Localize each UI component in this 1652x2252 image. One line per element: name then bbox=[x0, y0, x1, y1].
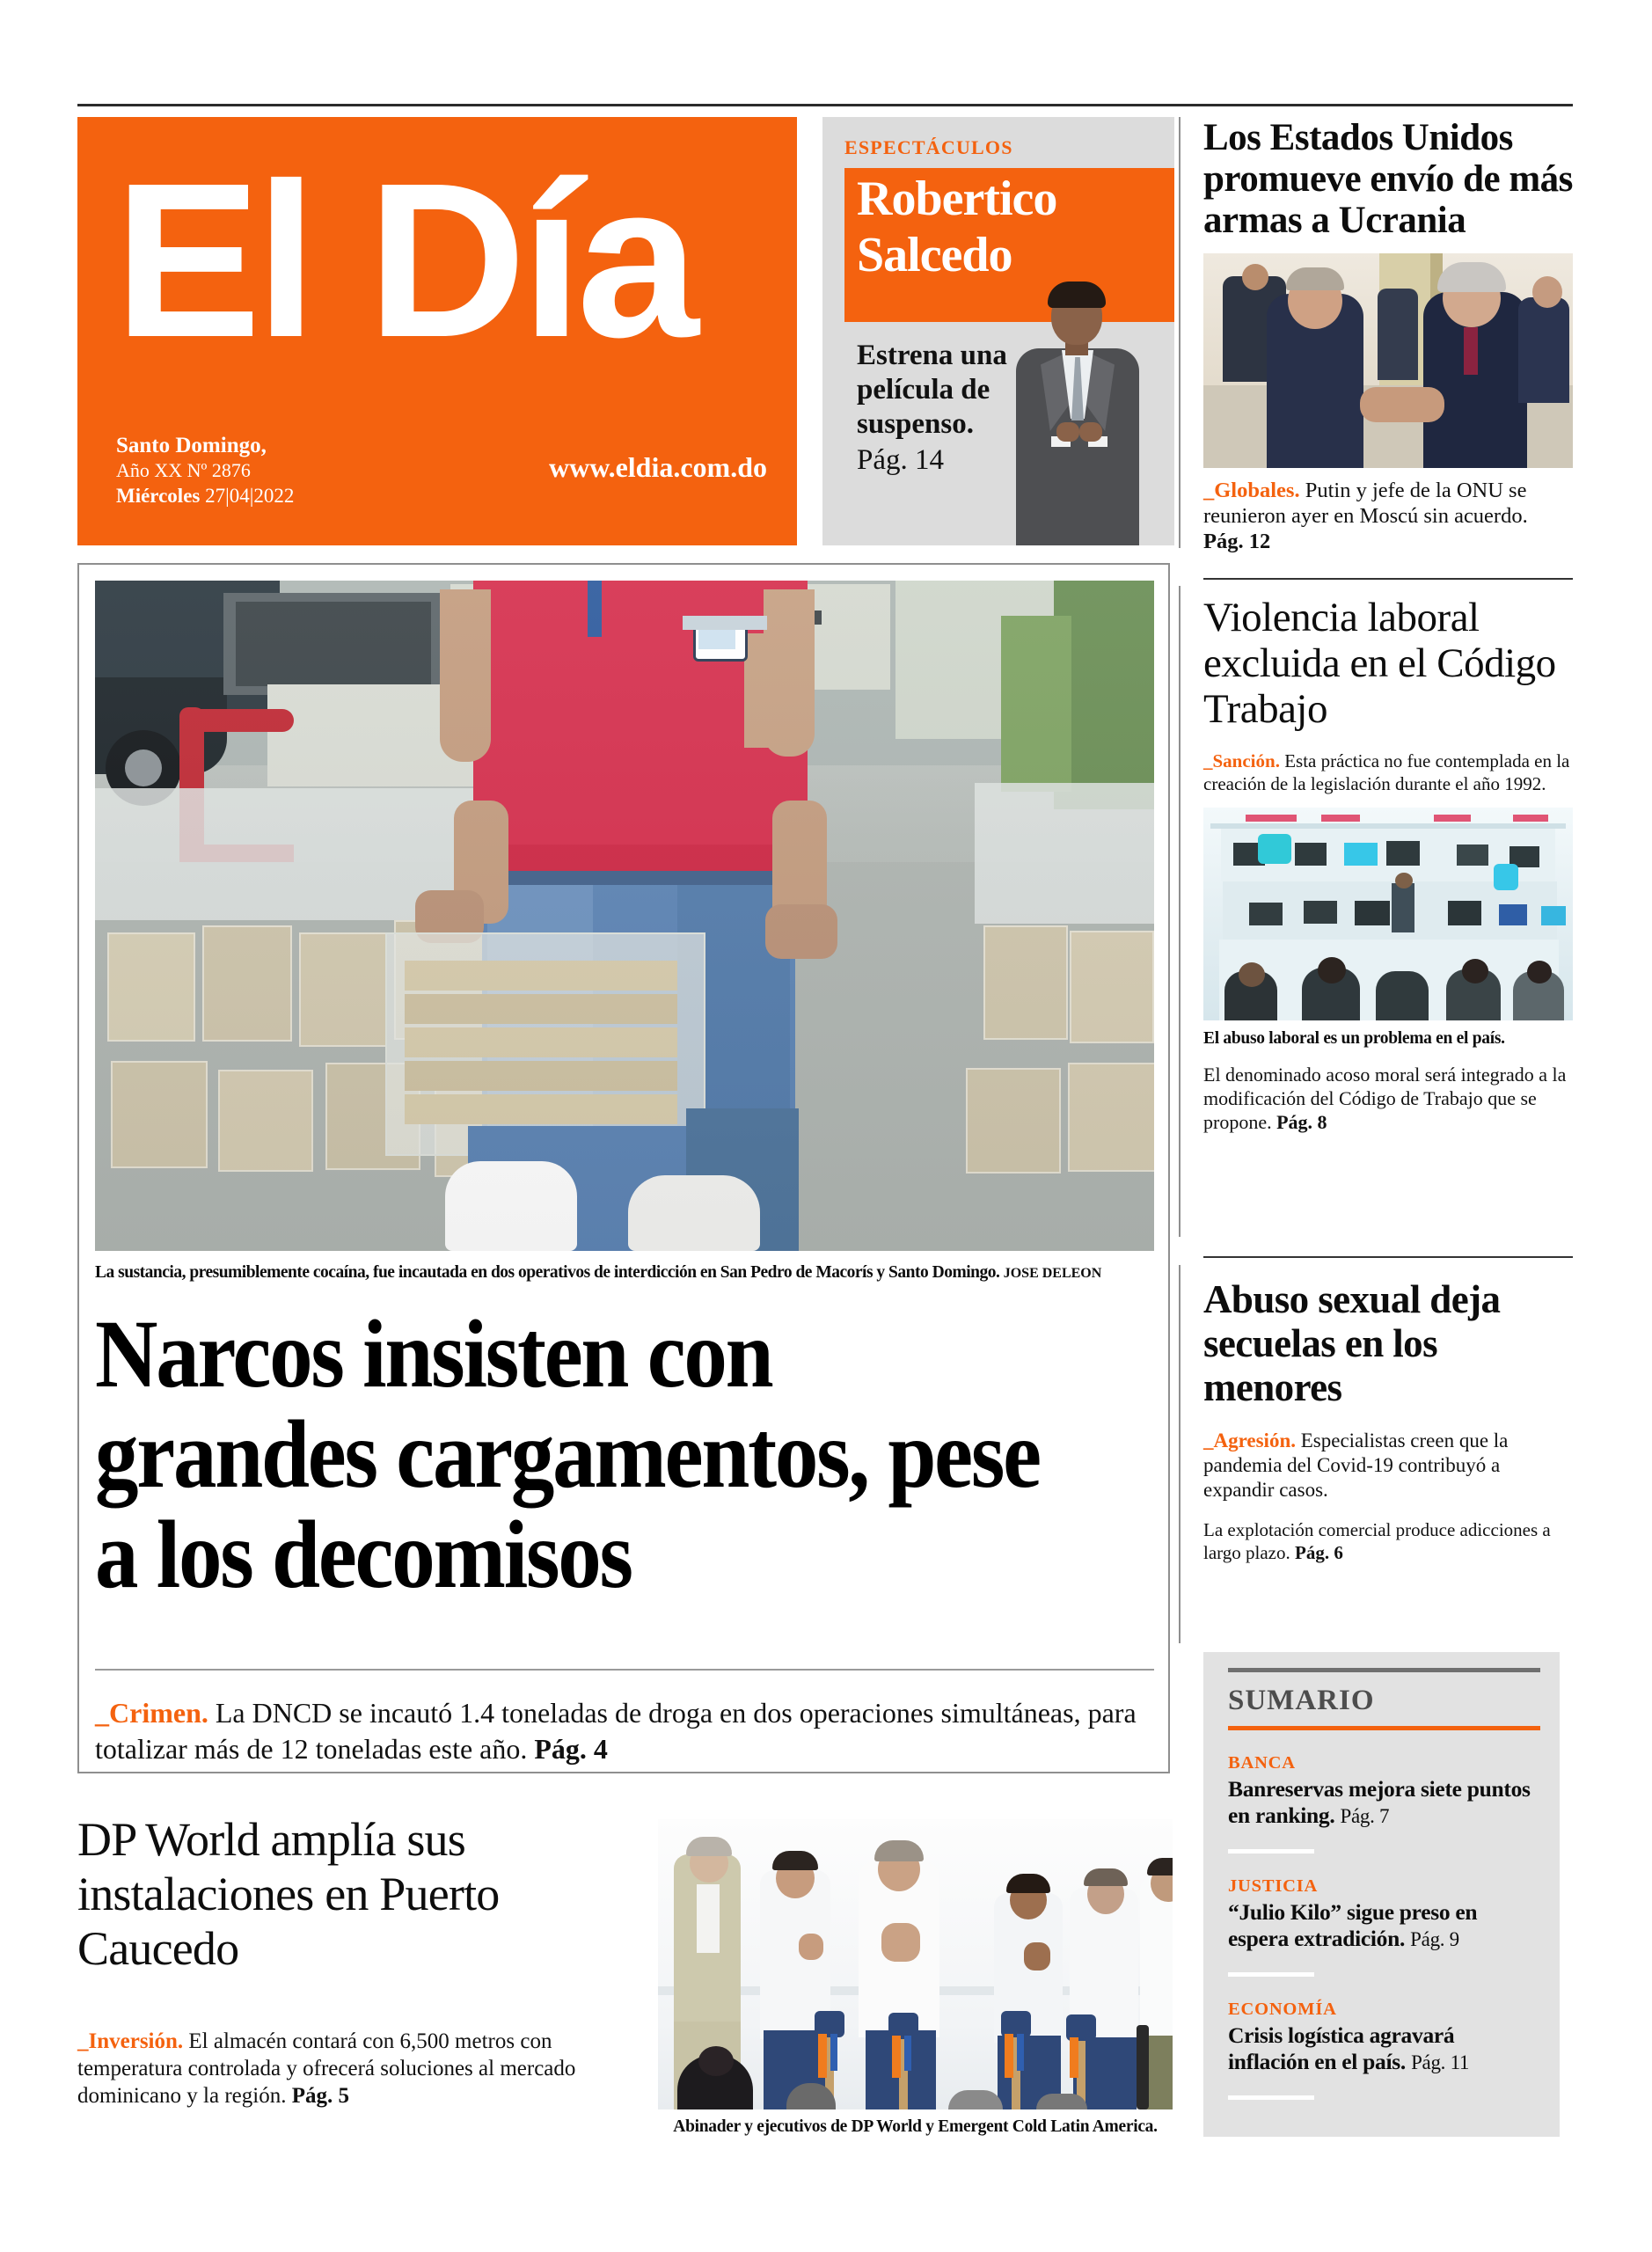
sumario-box[interactable] bbox=[1203, 1652, 1560, 2137]
violencia-page-ref: Pág. 8 bbox=[1276, 1111, 1327, 1133]
espectaculos-page-ref: Pág. 14 bbox=[857, 444, 944, 476]
sumario-accent-rule bbox=[1228, 1726, 1540, 1730]
sumario-item[interactable] bbox=[1228, 1753, 1535, 1854]
sumario-item-page: Pág. 7 bbox=[1340, 1805, 1390, 1827]
masthead-date-numeric: 27|04|2022 bbox=[205, 485, 295, 507]
violencia-body bbox=[1203, 1063, 1573, 1134]
rail-rule-2 bbox=[1203, 1256, 1573, 1258]
deck-dash: _ bbox=[1203, 750, 1213, 771]
ucrania-page-ref: Pág. 12 bbox=[1203, 530, 1271, 553]
sumario-item-headline-text: “Julio Kilo” sigue preso en espera extradición. bbox=[1228, 1899, 1478, 1951]
sumario-title: SUMARIO bbox=[1228, 1685, 1375, 1716]
sumario-item-headline bbox=[1228, 1899, 1535, 1953]
sumario-top-rule bbox=[1228, 1668, 1540, 1672]
violencia-photo-caption: El abuso laboral es un problema en el país. bbox=[1203, 1029, 1505, 1048]
violencia-body-text: El denominado acoso moral será integrado a la modificación del Código de Trabajo que se propone. bbox=[1203, 1064, 1567, 1133]
sumario-item-separator bbox=[1228, 1972, 1314, 1977]
ucrania-headline: Los Estados Unidos promueve envío de más armas a Ucrania bbox=[1203, 117, 1573, 241]
abuso-headline: Abuso sexual deja secuelas en los menores bbox=[1203, 1277, 1501, 1409]
abuso-body-text: La explotación comercial produce adicciones a largo plazo. bbox=[1203, 1519, 1551, 1563]
masthead-website-url[interactable]: www.eldia.com.do bbox=[549, 451, 767, 483]
ucrania-kicker: Globales. bbox=[1214, 479, 1300, 502]
main-photo-caption-text: La sustancia, presumiblemente cocaína, fue incautada en dos operativos de interdicción en San Pedro de Macorís y Santo Domingo. bbox=[95, 1263, 1004, 1282]
masthead-city: Santo Domingo, bbox=[116, 434, 267, 457]
sumario-item-headline bbox=[1228, 2022, 1535, 2076]
dpworld-page-ref: Pág. 5 bbox=[291, 2084, 349, 2108]
ucrania-deck-text: Putin y jefe de la ONU se reunieron ayer en Moscú sin acuerdo. bbox=[1203, 479, 1528, 528]
masthead-meta bbox=[116, 433, 767, 508]
violencia-deck-text: Esta práctica no fue contemplada en la creación de la legislación durante el año 1992. bbox=[1203, 750, 1570, 794]
story-violencia-laboral[interactable] bbox=[1203, 595, 1573, 1134]
rail-rule-1 bbox=[1203, 578, 1573, 580]
dpworld-deck bbox=[77, 2028, 619, 2109]
sumario-item-kicker: BANCA bbox=[1228, 1753, 1296, 1773]
main-rule bbox=[95, 1669, 1154, 1671]
story-main-narcos[interactable] bbox=[77, 563, 1170, 1773]
callcenter-photo bbox=[1203, 808, 1573, 1020]
sumario-item-page: Pág. 11 bbox=[1411, 2051, 1470, 2073]
abuso-body bbox=[1203, 1518, 1573, 1564]
espectaculos-promo[interactable] bbox=[822, 117, 1174, 545]
dpworld-headline: DP World amplía sus instalaciones en Puerto Caucedo bbox=[77, 1813, 500, 1975]
deck-dash: _ bbox=[95, 1697, 109, 1729]
sumario-item-separator bbox=[1228, 2095, 1314, 2100]
masthead-place-block bbox=[116, 433, 294, 508]
espectaculos-name-line1: Robertico bbox=[857, 172, 1057, 226]
rail-vertical-rule-mid bbox=[1179, 586, 1181, 1237]
violencia-kicker: Sanción. bbox=[1212, 750, 1280, 771]
main-photo-caption bbox=[95, 1262, 1154, 1283]
masthead-weekday: Miércoles bbox=[116, 485, 201, 507]
main-page-ref: Pág. 4 bbox=[534, 1733, 608, 1765]
dpworld-deck-text: El almacén contará con 6,500 metros con temperatura controlada y ofrecerá soluciones al mercado dominicano y la región. bbox=[77, 2029, 576, 2108]
dpworld-photo bbox=[658, 1819, 1173, 2109]
deck-dash: _ bbox=[1203, 1429, 1214, 1451]
sumario-item-headline-text: Banreservas mejora siete puntos en ranking. bbox=[1228, 1776, 1531, 1828]
photo-credit: JOSE DELEON bbox=[1003, 1266, 1102, 1281]
main-kicker: Crimen. bbox=[109, 1697, 208, 1729]
rail-vertical-rule-top bbox=[1179, 117, 1181, 548]
abuso-page-ref: Pág. 6 bbox=[1295, 1542, 1343, 1563]
abuso-deck-text: Especialistas creen que la pandemia del Covid-19 contribuyó a expandir casos. bbox=[1203, 1429, 1509, 1501]
logo-text: El Día bbox=[114, 137, 694, 383]
rail-vertical-rule-bottom bbox=[1179, 1265, 1181, 1643]
violencia-deck bbox=[1203, 749, 1573, 795]
dpworld-photo-caption: Abinader y ejecutivos de DP World y Emergent Cold Latin America. bbox=[673, 2117, 1158, 2136]
sumario-item-headline-text: Crisis logística agravará inflación en el país. bbox=[1228, 2022, 1455, 2074]
main-deck bbox=[95, 1695, 1154, 1767]
story-abuso-sexual[interactable] bbox=[1203, 1277, 1573, 1564]
espectaculos-subhead: Estrena una película de suspenso. bbox=[857, 340, 1007, 440]
ucrania-photo bbox=[1203, 253, 1573, 468]
deck-dash: _ bbox=[1203, 479, 1215, 502]
sumario-item-page: Pág. 9 bbox=[1410, 1928, 1459, 1950]
sumario-item-kicker: ECONOMÍA bbox=[1228, 2000, 1337, 2019]
masthead-edition: Año XX Nº 2876 bbox=[116, 459, 251, 481]
drug-seizure-photo bbox=[95, 581, 1154, 1251]
main-headline: Narcos insisten con grandes cargamentos, pese a los decomisos bbox=[95, 1300, 1040, 1608]
sumario-item[interactable] bbox=[1228, 1876, 1535, 1977]
masthead-date bbox=[116, 483, 294, 508]
sumario-item-kicker: JUSTICIA bbox=[1228, 1876, 1319, 1896]
violencia-headline: Violencia laboral excluida en el Código Trabajo bbox=[1203, 595, 1556, 732]
sumario-item-headline bbox=[1228, 1776, 1535, 1830]
espectaculos-name-line2: Salcedo bbox=[857, 228, 1012, 282]
sumario-item[interactable] bbox=[1228, 2000, 1535, 2100]
deck-dash: _ bbox=[77, 2029, 89, 2053]
abuso-deck bbox=[1203, 1429, 1573, 1503]
ucrania-deck bbox=[1203, 478, 1573, 554]
top-rule bbox=[77, 104, 1573, 106]
story-ucrania[interactable] bbox=[1203, 117, 1573, 554]
masthead bbox=[77, 117, 797, 545]
dpworld-kicker: Inversión. bbox=[88, 2029, 184, 2053]
main-deck-text: La DNCD se incautó 1.4 toneladas de droga en dos operaciones simultáneas, para totalizar más de 12 toneladas este año. bbox=[95, 1697, 1137, 1765]
story-dp-world[interactable] bbox=[77, 1812, 1173, 2164]
newspaper-logo[interactable] bbox=[114, 133, 783, 397]
sumario-item-separator bbox=[1228, 1849, 1314, 1854]
espectaculos-kicker: ESPECTÁCULOS bbox=[844, 136, 1013, 158]
abuso-kicker: Agresión. bbox=[1213, 1429, 1296, 1451]
